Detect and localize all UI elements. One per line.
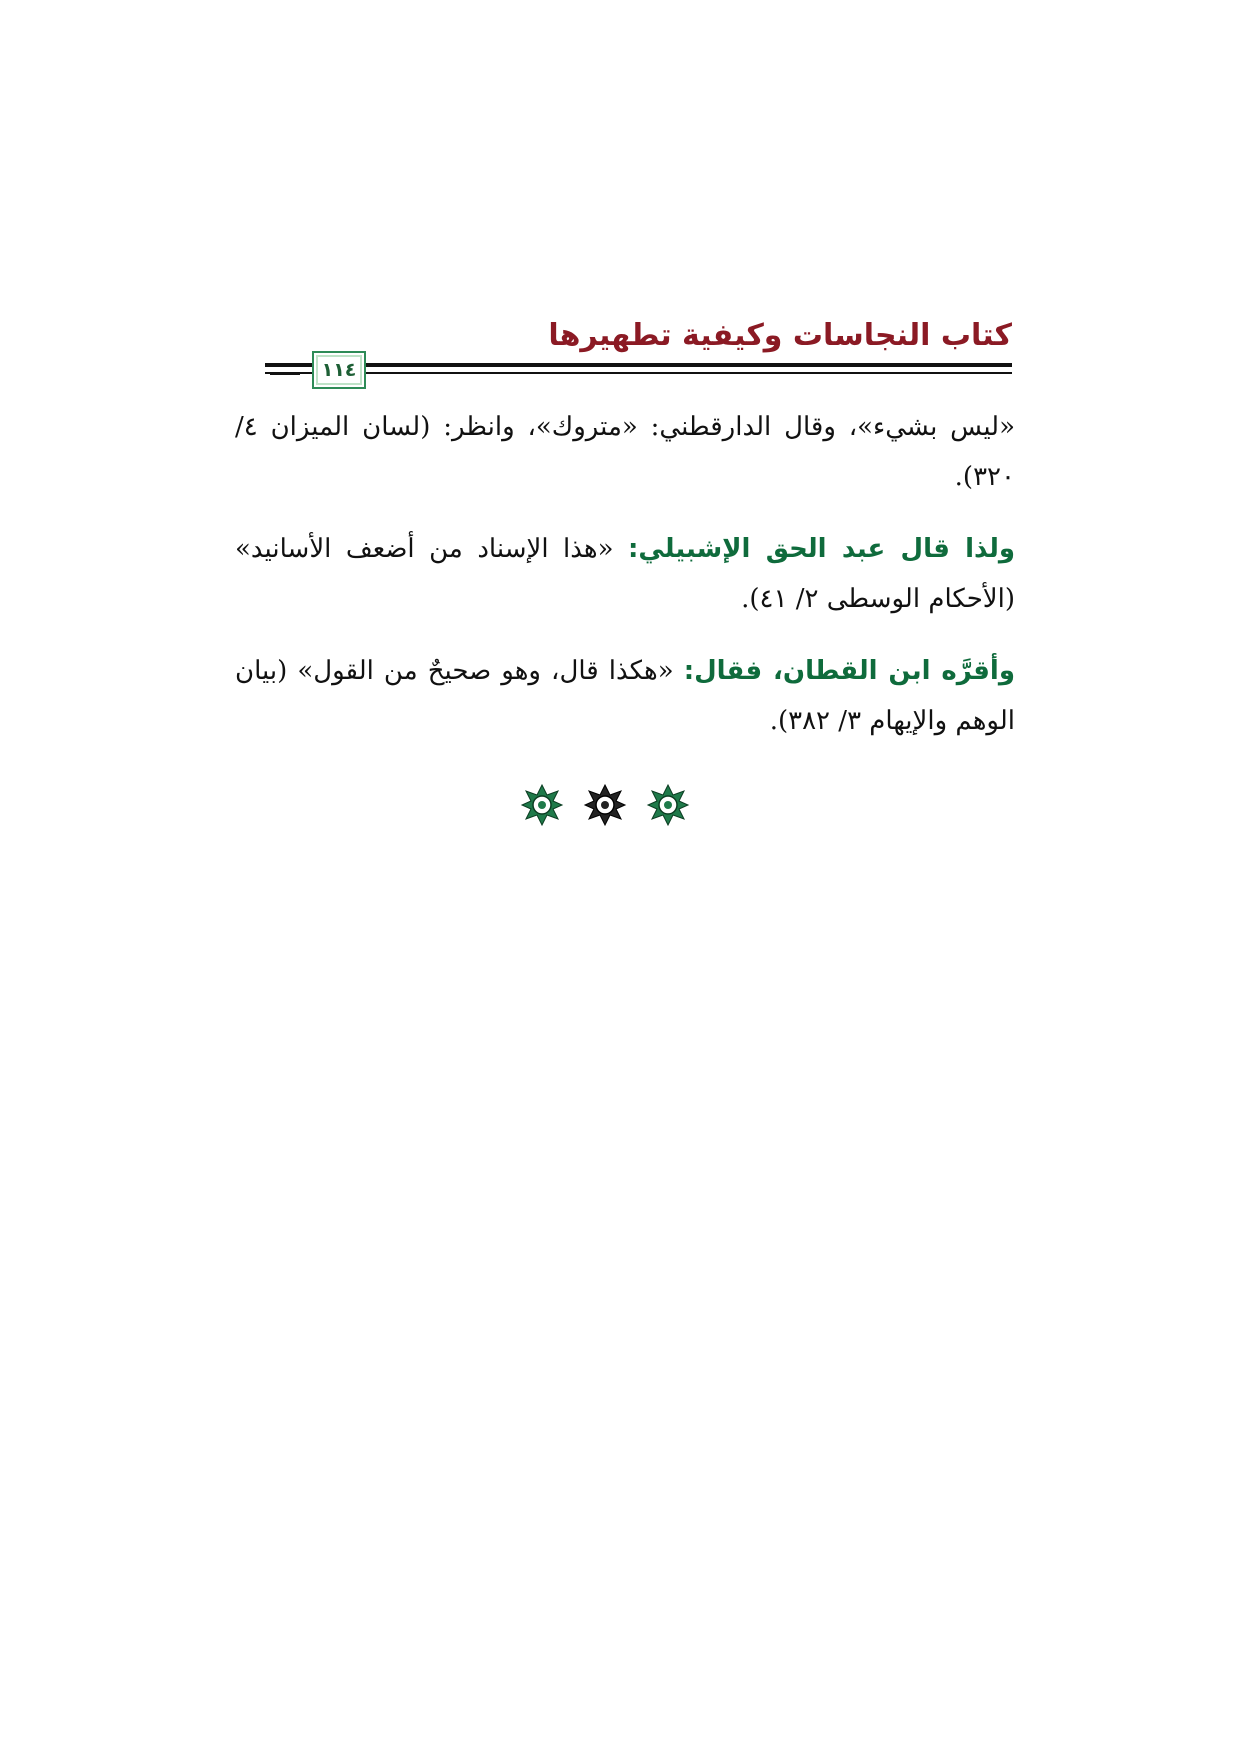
paragraph-1	[235, 402, 1015, 502]
flower-ornament-icon	[520, 783, 564, 827]
paragraph-2	[235, 524, 1015, 624]
page-number-badge	[312, 351, 366, 389]
paragraph-3	[235, 646, 1015, 746]
paragraph-1-text: «ليس بشيء»، وقال الدارقطني: «متروك»، وانظر: (لسان الميزان ٤/ ٣٢٠).	[235, 412, 1015, 492]
book-title: كتاب النجاسات وكيفية تطهيرها	[548, 318, 1012, 353]
header-rule-thin	[265, 372, 1012, 374]
header-rule-left-bottom	[270, 373, 300, 375]
flower-ornament-icon	[646, 783, 690, 827]
paragraph-2-text: «هذا الإسناد من أضعف الأسانيد» (الأحكام الوسطى ٢/ ٤١).	[235, 534, 1015, 614]
page-content	[235, 402, 1015, 768]
section-end-ornaments	[520, 780, 690, 830]
paragraph-3-text: «هكذا قال، وهو صحيحٌ من القول» (بيان الوهم والإيهام ٣/ ٣٨٢).	[235, 656, 1015, 736]
header-rule-left-top	[270, 365, 300, 367]
paragraph-3-lead: وأقرَّه ابن القطان، فقال:	[683, 656, 1015, 686]
flower-ornament-icon	[583, 783, 627, 827]
page-header	[235, 318, 1012, 388]
header-rule-thick	[265, 363, 1012, 367]
paragraph-2-lead: ولذا قال عبد الحق الإشبيلي:	[628, 534, 1015, 564]
page-number: ١١٤	[321, 359, 357, 381]
